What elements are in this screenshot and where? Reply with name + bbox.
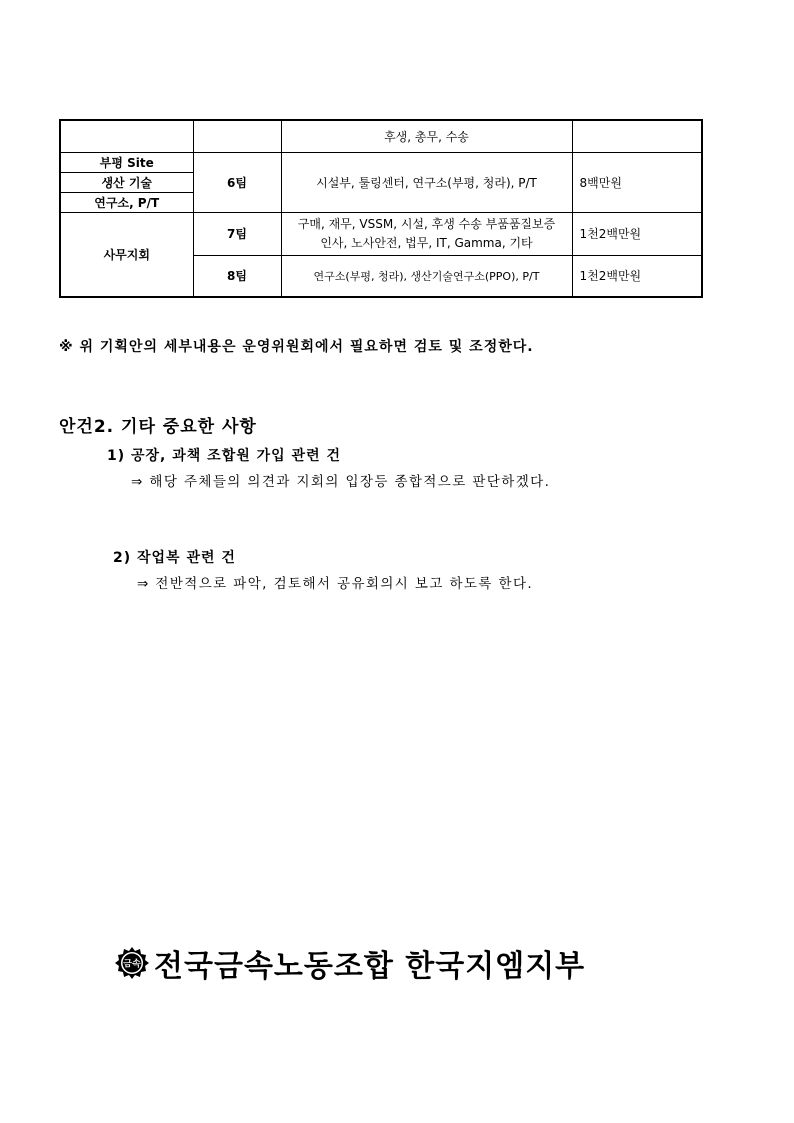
- table-cell-dept: [281, 212, 572, 255]
- table-row: [60, 212, 702, 255]
- agenda-item-heading: 2) 작업복 관련 건: [113, 550, 236, 566]
- table-cell-team: 8팀: [193, 255, 281, 297]
- plan-table-container: [59, 119, 701, 298]
- table-cell-dept: 후생, 총무, 수송: [281, 120, 572, 152]
- table-cell-empty: [60, 120, 193, 152]
- agenda-title: 안건2. 기타 중요한 사항: [59, 417, 257, 437]
- review-note: ※ 위 기획안의 세부내용은 운영위원회에서 필요하면 검토 및 조정한다.: [59, 339, 534, 355]
- table-cell-empty: [193, 120, 281, 152]
- table-cell-office-branch: 사무지회: [60, 212, 193, 297]
- table-row: [60, 120, 702, 152]
- dept-line: 구매, 재무, VSSM, 시설, 후생 수송 부품품질보증: [297, 216, 556, 231]
- agenda-item-body: ⇒ 해당 주체들의 의견과 지회의 입장등 종합적으로 판단하겠다.: [131, 474, 551, 490]
- table-cell-dept: 시설부, 툴링센터, 연구소(부평, 청라), P/T: [281, 152, 572, 212]
- union-name: 전국금속노동조합 한국지엠지부: [154, 949, 586, 984]
- org-label: 연구소, P/T: [94, 195, 160, 210]
- table-cell-empty: [572, 120, 702, 152]
- table-cell-team: 7팀: [193, 212, 281, 255]
- table-cell-budget: 8백만원: [572, 152, 702, 212]
- table-cell-orgs: [60, 152, 193, 212]
- org-label: 생산 기술: [61, 172, 193, 192]
- org-list: [61, 153, 193, 212]
- agenda-item-body: ⇒ 전반적으로 파악, 검토해서 공유회의시 보고 하도록 한다.: [137, 576, 534, 592]
- table-cell-team: 6팀: [193, 152, 281, 212]
- logo-text: 금속: [123, 959, 141, 970]
- agenda-item-heading: 1) 공장, 과책 조합원 가입 관련 건: [107, 448, 341, 464]
- org-label: 부평 Site: [61, 153, 193, 173]
- table-cell-dept: 연구소(부평, 청라), 생산기술연구소(PPO), P/T: [281, 255, 572, 297]
- union-footer: [114, 940, 585, 986]
- table-cell-budget: 1천2백만원: [572, 212, 702, 255]
- table-row: [60, 152, 702, 212]
- table-cell-budget: 1천2백만원: [572, 255, 702, 297]
- union-logo-icon: [114, 945, 150, 981]
- dept-line: 인사, 노사안전, 법무, IT, Gamma, 기타: [320, 235, 533, 250]
- plan-table: [59, 119, 703, 298]
